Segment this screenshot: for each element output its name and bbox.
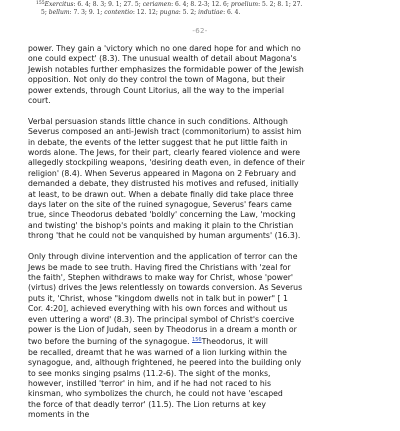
footnote-refs: : 6. 4; 8. 3; 9. 1; 27. 5; bbox=[73, 1, 143, 8]
footnote-line-1 bbox=[36, 0, 376, 9]
footnote-refs: : 5. 2; bbox=[178, 9, 199, 16]
paragraph bbox=[28, 252, 374, 421]
text-line: power is the Lion of Judah, seen by Theodorus in a dream a month or bbox=[28, 324, 297, 334]
footnote-refs: : 12. 12; bbox=[132, 9, 160, 16]
text-line: puts it, 'Christ, whose "kingdom dwells not in talk but in power" [ 1 bbox=[28, 293, 288, 303]
footnote bbox=[36, 0, 376, 17]
text-line: even uttering a word' (8.3). The principal symbol of Christ's coercive bbox=[28, 314, 295, 324]
text-line: court. bbox=[28, 96, 51, 106]
text-line: power extends, through Count Litorius, all the way to the imperial bbox=[28, 85, 284, 95]
footnote-number: 155 bbox=[36, 1, 45, 6]
text-line: the faith', Stephen withdraws to make way for Christ, whose 'power' bbox=[28, 272, 294, 282]
text-line: words alone. The Jews, for their part, clearly feared violence and were bbox=[28, 148, 300, 158]
text-line: moments in the bbox=[28, 410, 90, 420]
main-text bbox=[28, 44, 374, 431]
text-line: the force of that deadly terror' (11.5). The Lion returns at key bbox=[28, 399, 266, 409]
text-line: religion' (8.4). When Severus appeared in Magona on 2 February and bbox=[28, 168, 296, 178]
text-line: however, instilled 'terror' in him, and if he had not raced to his bbox=[28, 378, 272, 388]
page-number: -62- bbox=[192, 27, 208, 35]
paragraph bbox=[28, 44, 374, 106]
text-line: Verbal persuasion stands little chance in such conditions. Although bbox=[28, 116, 288, 126]
footnote-term: Exercitus bbox=[44, 1, 74, 8]
paragraph bbox=[28, 117, 374, 242]
text-line: synagogue, and, although frightened, he peered into the building only bbox=[28, 358, 302, 368]
text-line: true, since Theodorus debated 'boldly' concerning the Law, 'mocking bbox=[28, 210, 296, 220]
footnote-term: proelium bbox=[230, 1, 259, 8]
text-line: allegedly stockpiling weapons, 'desiring death even, in defence of their bbox=[28, 158, 305, 168]
footnote-refs: 5; bbox=[41, 9, 49, 16]
text-line: kinsman, who symbolizes the church, he could not have 'escaped bbox=[28, 389, 283, 399]
text-line: opposition. Not only do they control the town of Magona, but their bbox=[28, 75, 286, 85]
footnote-term: contentio bbox=[104, 9, 133, 16]
text-line: at least, to be drawn out. When a debate finally did take place three bbox=[28, 189, 294, 199]
text-line: Only through divine intervention and the application of terror can the bbox=[28, 252, 298, 262]
text-line: Severus composed an anti-Jewish tract (commonitorium) to assist him bbox=[28, 127, 302, 137]
text-line: to see monks singing psalms (11.2-6). The sight of the monks, bbox=[28, 368, 271, 378]
text-line: days later on the site of the ruined synagogue, Severus' fears came bbox=[28, 200, 292, 210]
text-line: Jewish notables further emphasizes the formidable power of the Jewish bbox=[28, 64, 304, 74]
text-line: and twisting' the bishop's points and making it plain to the Christian bbox=[28, 220, 294, 230]
footnote-term: indutiae bbox=[198, 9, 224, 16]
footnote-refs: : 6. 4. bbox=[223, 9, 241, 16]
text-line: (virtus) drives the Jews relentlessly on towards conversion. As Severus bbox=[28, 283, 303, 293]
footnote-refs: : 6. 4; 8. 2-3; 12. 6; bbox=[171, 1, 231, 8]
text-line: in debate, the events of the letter suggest that he put little faith in bbox=[28, 137, 288, 147]
footnote-refs: : 5. 2; 8. 1; 27. bbox=[258, 1, 303, 8]
footnote-term: bellum bbox=[48, 9, 70, 16]
text-line: be recalled, dreamt that he was warned of a lion lurking within the bbox=[28, 347, 287, 357]
text-line: demanded a debate, they distrusted his motives and refused, initially bbox=[28, 179, 299, 189]
footnote-line-2 bbox=[36, 9, 376, 17]
text-line: two before the burning of the synagogue. $^{156}$Theodorus, it will bbox=[28, 337, 268, 347]
text-line: throng 'that he could not be vanquished by human arguments' (16.3). bbox=[28, 231, 301, 241]
footnote-term: pugna bbox=[159, 9, 179, 16]
footnote-reference-link[interactable]: 156 bbox=[192, 337, 202, 344]
text-line: Cor. 4:20], achieved everything with his own forces and without us bbox=[28, 304, 288, 314]
footnote-refs: : 7. 3; 9. 1; bbox=[69, 9, 105, 16]
text-line: power. They gain a 'victory which no one dared hope for and which no bbox=[28, 44, 301, 53]
text-line: Jews be made to see truth. Having fired the Christians with 'zeal for bbox=[28, 262, 291, 272]
footnote-term: ceriamen bbox=[142, 1, 172, 8]
text-line: one could expect' (8.3). The unusual wealth of detail about Magona's bbox=[28, 54, 297, 64]
